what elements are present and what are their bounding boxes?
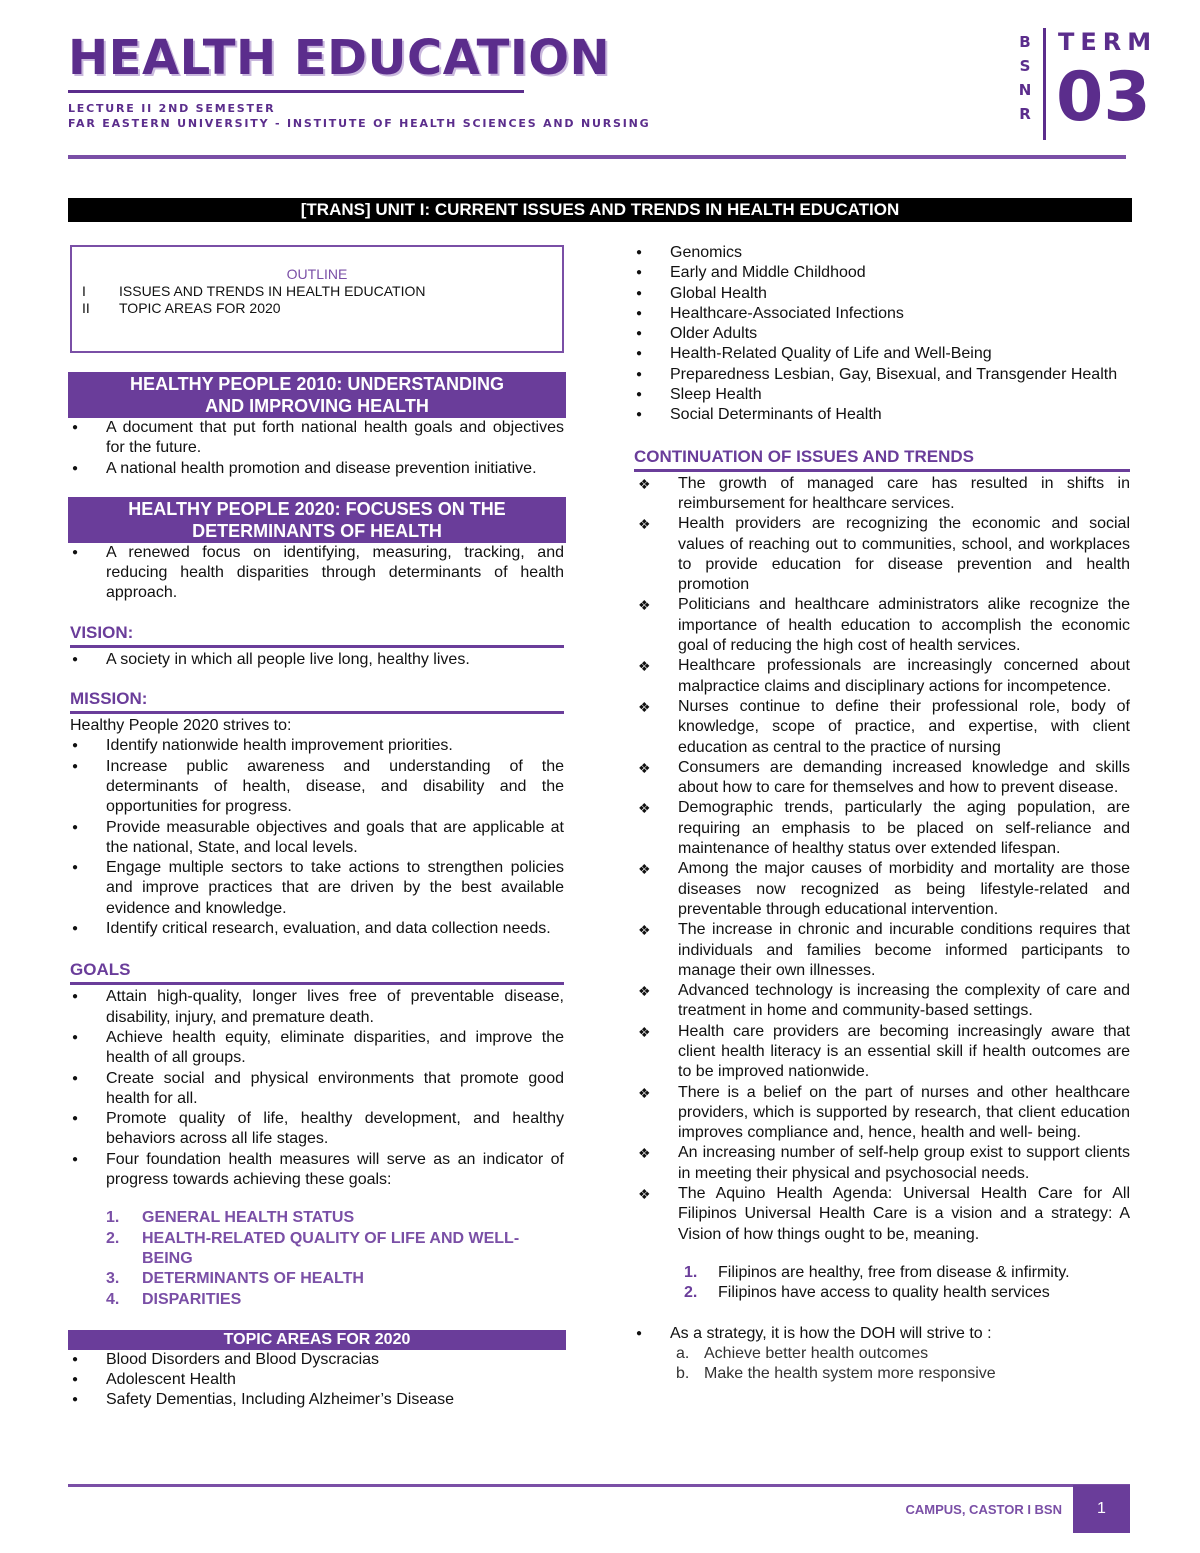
list-item: ● Social Determinants of Health bbox=[634, 405, 1130, 425]
strategy-point-letter: a. bbox=[676, 1344, 690, 1362]
health-measure bbox=[70, 1229, 564, 1270]
strategy-point bbox=[634, 1344, 1130, 1364]
left-column bbox=[70, 245, 564, 1411]
topic-areas-list-left bbox=[70, 1350, 564, 1411]
health-measure-number: 1. bbox=[106, 1209, 120, 1227]
program-letter: R bbox=[1019, 105, 1031, 123]
list-item: ❖ Health care providers are becoming increasingly aware that client health literacy is an essential skill if health outcomes are to be improved nationwide. bbox=[634, 1022, 1130, 1083]
list-item: ● Identify nationwide health improvement priorities. bbox=[70, 736, 564, 756]
outline-item-text: TOPIC AREAS FOR 2020 bbox=[119, 300, 281, 316]
mission-list bbox=[70, 736, 564, 939]
hp2010-heading-line: AND IMPROVING HEALTH bbox=[205, 396, 429, 416]
term-divider bbox=[1043, 28, 1046, 140]
program-letter: N bbox=[1018, 81, 1032, 99]
vision-point bbox=[634, 1263, 1130, 1283]
health-measure bbox=[70, 1269, 564, 1289]
list-item: ● Promote quality of life, healthy development, and healthy behaviors across all life stages. bbox=[70, 1109, 564, 1150]
list-item: ❖ Health providers are recognizing the economic and social values of reaching out to communities, school, and workplaces to provide education for disease prevention and health promotion bbox=[634, 514, 1130, 595]
goals-list bbox=[70, 987, 564, 1190]
continuation-heading: CONTINUATION OF ISSUES AND TRENDS bbox=[634, 446, 1130, 472]
vision-point-text: Filipinos are healthy, free from disease & infirmity. bbox=[718, 1263, 1070, 1281]
list-item: ● Preparedness Lesbian, Gay, Bisexual, and Transgender Health bbox=[634, 365, 1130, 385]
list-item: ❖ Politicians and healthcare administrators alike recognize the importance of health education to accomplish the economic goal of reducing the high cost of health services. bbox=[634, 595, 1130, 656]
list-item: ● As a strategy, it is how the DOH will strive to : bbox=[634, 1324, 1130, 1344]
outline-title: OUTLINE bbox=[286, 266, 348, 282]
term-number: 03 bbox=[1056, 58, 1151, 137]
list-item: ❖ Demographic trends, particularly the aging population, are requiring an emphasis to be placed on self-reliance and maintenance of healthy status over extended lifespan. bbox=[634, 798, 1130, 859]
page-number: 1 bbox=[1073, 1485, 1130, 1533]
list-item: ● Genomics bbox=[634, 243, 1130, 263]
header-rule bbox=[68, 155, 1126, 159]
health-measure-text: HEALTH-RELATED QUALITY OF LIFE AND WELL-BEING bbox=[142, 1229, 520, 1267]
list-item: ❖ The Aquino Health Agenda: Universal Health Care for All Filipinos Universal Health Care is a vision and a strategy: A Vision of how things ought to be, meaning. bbox=[634, 1184, 1130, 1245]
health-measure-number: 3. bbox=[106, 1270, 120, 1288]
list-item: ● Create social and physical environments that promote good health for all. bbox=[70, 1069, 564, 1110]
vision-point bbox=[634, 1283, 1130, 1303]
list-item: ● A document that put forth national health goals and objectives for the future. bbox=[70, 418, 564, 459]
vision-point-number: 1. bbox=[684, 1263, 698, 1281]
vision-point-text: Filipinos have access to quality health services bbox=[718, 1284, 1050, 1302]
list-item: ❖ An increasing number of self-help group exist to support clients in meeting their physical and psychosocial needs. bbox=[634, 1143, 1130, 1184]
hp2020-heading-line: HEALTHY PEOPLE 2020: FOCUSES ON THE bbox=[128, 498, 506, 519]
goals-heading: GOALS bbox=[70, 959, 564, 985]
hp2010-heading bbox=[68, 372, 566, 418]
strategy-points-list bbox=[634, 1344, 1130, 1385]
mission-heading: MISSION: bbox=[70, 688, 564, 714]
health-measure-text: DETERMINANTS OF HEALTH bbox=[142, 1270, 364, 1288]
list-item: ● Four foundation health measures will serve as an indicator of progress towards achieving these goals: bbox=[70, 1150, 564, 1191]
mission-intro: Healthy People 2020 strives to: bbox=[70, 717, 292, 735]
health-measure bbox=[70, 1208, 564, 1228]
list-item: ● Blood Disorders and Blood Dyscracias bbox=[70, 1350, 564, 1370]
strategy-point-letter: b. bbox=[676, 1365, 690, 1383]
list-item: ❖ Advanced technology is increasing the complexity of care and treatment in home and community-based settings. bbox=[634, 981, 1130, 1022]
list-item: ● Health-Related Quality of Life and Well-Being bbox=[634, 344, 1130, 364]
list-item: ● Increase public awareness and understanding of the determinants of health, disease, and disability and the opportunities for progress. bbox=[70, 757, 564, 818]
list-item: ❖ Nurses continue to define their professional role, body of knowledge, scope of practice, and expertise, with client education as central to the practice of nursing bbox=[634, 697, 1130, 758]
list-item: ● Older Adults bbox=[634, 324, 1130, 344]
footer-rule bbox=[68, 1484, 1130, 1487]
program-letter: B bbox=[1019, 33, 1031, 51]
hp2020-heading-line: DETERMINANTS OF HEALTH bbox=[192, 520, 442, 541]
hp2010-heading-line: HEALTHY PEOPLE 2010: UNDERSTANDING bbox=[129, 374, 505, 394]
outline-item bbox=[82, 300, 552, 317]
list-item: ● A renewed focus on identifying, measuring, tracking, and reducing health disparities through determinants of health approach. bbox=[70, 543, 564, 604]
list-item: ● Healthcare-Associated Infections bbox=[634, 304, 1130, 324]
vision-points-list bbox=[634, 1263, 1130, 1304]
strategy-point bbox=[634, 1364, 1130, 1384]
right-column bbox=[634, 243, 1130, 1384]
list-item: ● Sleep Health bbox=[634, 385, 1130, 405]
vision-point-number: 2. bbox=[684, 1284, 698, 1302]
list-item: ● Global Health bbox=[634, 284, 1130, 304]
continuation-list bbox=[634, 474, 1130, 1245]
hp2020-heading bbox=[68, 497, 566, 543]
list-item: ● Attain high-quality, longer lives free of preventable disease, disability, injury, and premature death. bbox=[70, 987, 564, 1028]
health-measure-text: DISPARITIES bbox=[142, 1290, 242, 1308]
list-item: ❖ Among the major causes of morbidity and mortality are those diseases now recognized as being lifestyle-related and preventable through educational intervention. bbox=[634, 859, 1130, 920]
health-measure-number: 4. bbox=[106, 1290, 120, 1308]
outline-item-text: ISSUES AND TRENDS IN HEALTH EDUCATION bbox=[119, 283, 426, 299]
list-item: ❖ The increase in chronic and incurable conditions requires that individuals and families become informed participants to manage their own illnesses. bbox=[634, 920, 1130, 981]
list-item: ● A society in which all people live long, healthy lives. bbox=[70, 650, 564, 670]
list-item: ❖ Healthcare professionals are increasingly concerned about malpractice claims and disciplinary actions for incompetence. bbox=[634, 656, 1130, 697]
list-item: ❖ There is a belief on the part of nurses and other healthcare providers, which is supported by research, that client education improves compliance and, hence, health and well- being. bbox=[634, 1083, 1130, 1144]
outline-item-number: I bbox=[82, 283, 86, 299]
institution-subtitle: FAR EASTERN UNIVERSITY - INSTITUTE OF HEALTH SCIENCES AND NURSING bbox=[68, 117, 651, 130]
strategy-list bbox=[634, 1324, 1130, 1344]
title-underline bbox=[68, 90, 524, 93]
topic-areas-heading: TOPIC AREAS FOR 2020 bbox=[68, 1330, 566, 1350]
hp2020-list bbox=[70, 543, 564, 604]
strategy-point-text: Achieve better health outcomes bbox=[704, 1344, 929, 1362]
strategy-point-text: Make the health system more responsive bbox=[704, 1365, 996, 1383]
health-measure bbox=[70, 1290, 564, 1310]
program-letter: S bbox=[1019, 57, 1031, 75]
outline-item-number: II bbox=[82, 300, 90, 316]
outline-box bbox=[70, 245, 564, 353]
hp2010-list bbox=[70, 418, 564, 479]
list-item: ● A national health promotion and disease prevention initiative. bbox=[70, 459, 564, 479]
outline-item bbox=[82, 283, 552, 300]
vision-list bbox=[70, 650, 564, 670]
health-measure-text: GENERAL HEALTH STATUS bbox=[142, 1209, 355, 1227]
list-item: ● Safety Dementias, Including Alzheimer’s Disease bbox=[70, 1390, 564, 1410]
health-measure-number: 2. bbox=[106, 1229, 120, 1247]
list-item: ● Identify critical research, evaluation, and data collection needs. bbox=[70, 919, 564, 939]
list-item: ● Adolescent Health bbox=[70, 1370, 564, 1390]
footer-campus: CAMPUS, CASTOR I BSN bbox=[905, 1502, 1062, 1517]
health-measures-list bbox=[70, 1208, 564, 1309]
vision-heading: VISION: bbox=[70, 622, 564, 648]
program-code bbox=[1018, 30, 1032, 126]
unit-banner: [TRANS] UNIT I: CURRENT ISSUES AND TRENDS IN HEALTH EDUCATION bbox=[68, 198, 1132, 222]
topic-areas-list-right bbox=[634, 243, 1130, 426]
list-item: ● Early and Middle Childhood bbox=[634, 263, 1130, 283]
list-item: ● Provide measurable objectives and goals that are applicable at the national, State, and local levels. bbox=[70, 818, 564, 859]
list-item: ❖ Consumers are demanding increased knowledge and skills about how to care for themselves and how to prevent disease. bbox=[634, 758, 1130, 799]
list-item: ● Engage multiple sectors to take actions to strengthen policies and improve practices that are driven by the best available evidence and knowledge. bbox=[70, 858, 564, 919]
lecture-subtitle: LECTURE II 2ND SEMESTER bbox=[68, 102, 276, 115]
list-item: ❖ The growth of managed care has resulted in shifts in reimbursement for healthcare services. bbox=[634, 474, 1130, 515]
list-item: ● Achieve health equity, eliminate disparities, and improve the health of all groups. bbox=[70, 1028, 564, 1069]
term-label: TERM bbox=[1058, 28, 1158, 56]
document-title: HEALTH EDUCATION bbox=[68, 30, 611, 86]
